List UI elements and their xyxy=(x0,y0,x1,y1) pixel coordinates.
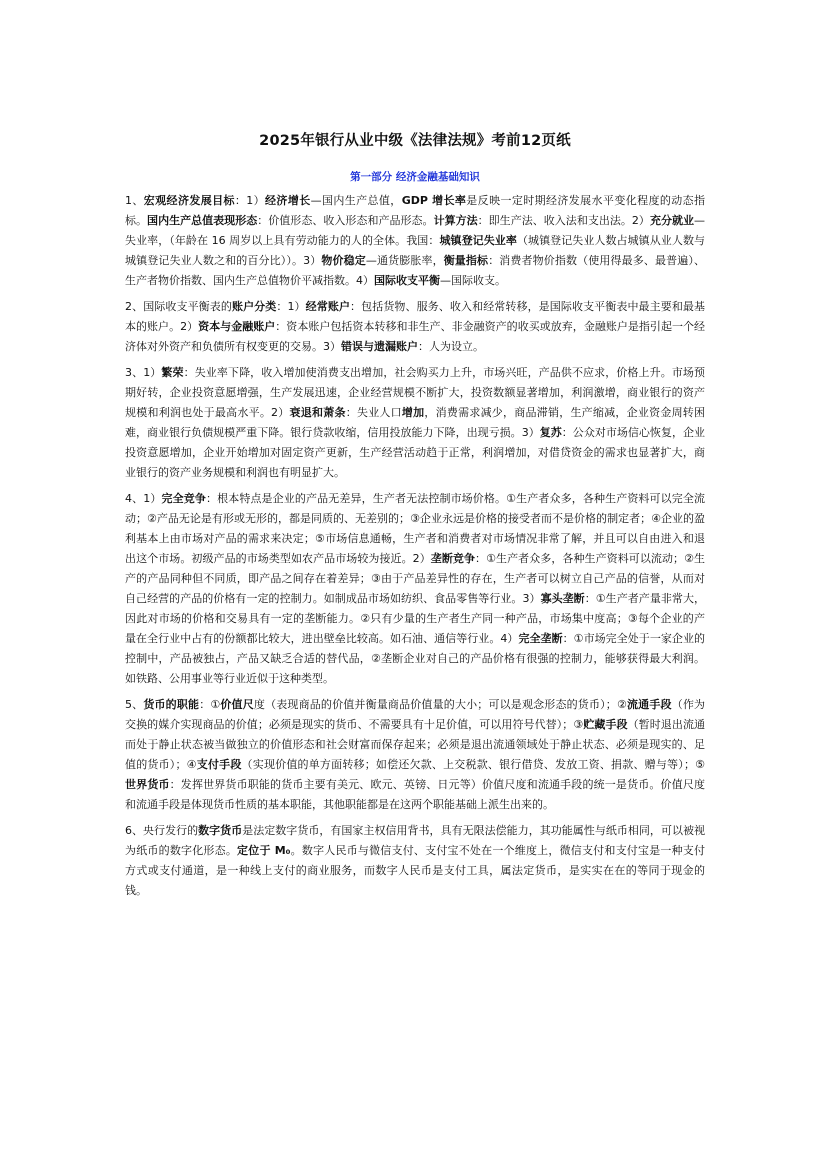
text-run: （暂时退出流通而处于静止状态被当做独立的价值形态和社会财富而保存起来；必须是退出流通领域处于静止状态、必须是现实的、足值的货币）；④ xyxy=(125,718,706,771)
text-run: ：即生产法、收入法和支出法。2） xyxy=(477,214,650,227)
text-run: ：①生产者产量非常大，因此对市场的价格和交易具有一定的垄断能力。②只有少量的生产者生产同一种产品，市场集中度高；③每个企业的产量在全行业中占有的份额都比较大，进出壁垒比较高。如石油、通信等行业。4） xyxy=(125,592,706,645)
paragraph-3 xyxy=(125,363,705,483)
bold-term: 支付手段 xyxy=(196,758,242,771)
text-run: ，消费需求减少，商品滞销，生产缩减，企业资金周转困难，商业银行负债规模严重下降。银行贷款收缩，信用投放能力下降，出现亏损。3） xyxy=(125,406,706,439)
bold-term: 国际收支平衡 xyxy=(374,274,440,287)
bold-term: 账户分类 xyxy=(231,300,277,313)
bold-term: 经济增长 xyxy=(265,194,311,207)
bold-term: 增加 xyxy=(401,406,425,419)
text-run: 5、 xyxy=(125,698,144,711)
bold-term: 完全竞争 xyxy=(161,492,206,505)
text-run: 。数字人民币与微信支付、支付宝不处在一个维度上，微信支付和支付宝是一种支付方式或支付通道，是一种线上支付的商业服务，而数字人民币是支付工具，属法定货币，是实实在在的等同于现金的钱。 xyxy=(125,844,706,897)
section-title: 第一部分 经济金融基础知识 xyxy=(350,171,480,183)
bold-term: 寡头垄断 xyxy=(540,592,585,605)
paragraph-1 xyxy=(125,191,705,291)
page-title: 2025年银行从业中级《法律法规》考前12页纸 xyxy=(259,133,571,149)
bold-term: 国内生产总值表现形态 xyxy=(147,214,258,227)
paragraph-4 xyxy=(125,489,705,689)
bold-term: 复苏 xyxy=(539,426,562,439)
text-run: ：失业率下降，收入增加使消费支出增加，社会购买力上升，市场兴旺，产品供不应求，价格上升。市场预期好转，企业投资意愿增强，生产发展迅速，企业经营规模不断扩大，投资数额显著增加，利润激增，商业银行的资产规模和利润也处于最高水平。2） xyxy=(125,366,706,419)
text-run: 6、央行发行的 xyxy=(125,824,199,837)
text-run: 度（表现商品的价值并衡量商品价值量的大小；可以是观念形态的货币）；② xyxy=(253,698,627,711)
document-body xyxy=(125,191,705,907)
text-run: ：① xyxy=(199,698,221,711)
bold-term: 贮藏手段 xyxy=(583,718,628,731)
text-run: ：1） xyxy=(276,300,306,313)
text-run: ：发挥世界货币职能的货币主要有美元、欧元、英镑、日元等）价值尺度和流通手段的统一是货币。价值尺度和流通手段是体现货币性质的基本职能，其他职能都是在这两个职能基础上派生出来的。 xyxy=(125,778,706,811)
text-run: 3、1） xyxy=(125,366,162,379)
text-run: 1、 xyxy=(125,194,144,207)
bold-term: 衡量指标 xyxy=(443,254,489,267)
bold-term: 物价稳定 xyxy=(321,254,366,267)
text-run: —国际收支。 xyxy=(440,274,506,287)
bold-term: 定位于 M₀ xyxy=(237,844,291,857)
text-run: （实现价值的单方面转移；如偿还欠款、上交税款、银行借贷、发放工资、捐款、赠与等）；⑤ xyxy=(241,758,705,771)
bold-term: 充分就业 xyxy=(649,214,695,227)
bold-term: 宏观经济发展目标 xyxy=(143,194,235,207)
text-run: —失业率，（年龄在 16 周岁以上具有劳动能力的人的全体。我国： xyxy=(125,214,706,247)
bold-term: 完全垄断 xyxy=(518,632,563,645)
bold-term: 垄断竞争 xyxy=(430,552,476,565)
bold-term: 资本与金融账户 xyxy=(198,320,276,333)
bold-term: 经常账户 xyxy=(305,300,351,313)
text-run: 是法定数字货币，有国家主权信用背书，具有无限法偿能力，其功能属性与纸币相同，可以被视为纸币的数字化形态。 xyxy=(125,824,706,857)
text-run: ：①生产者众多，各种生产资料可以流动；②生产的产品同种但不同质，即产品之间存在着差异；③由于产品差异性的存在，生产者可以树立自己产品的信誉，从而对自己经营的产品的价格有一定的控制力。如制成品市场如纺织、食品零售等行业。3） xyxy=(125,552,706,605)
text-run: 2、国际收支平衡表的 xyxy=(125,300,232,313)
bold-term: GDP 增长率 xyxy=(401,194,467,207)
bold-term: 错误与遗漏账户 xyxy=(341,340,418,353)
bold-term: 数字货币 xyxy=(198,824,243,837)
bold-term: 城镇登记失业率 xyxy=(439,234,517,247)
text-run: 是反映一定时期经济发展水平变化程度的动态指标。 xyxy=(125,194,706,227)
bold-term: 流通手段 xyxy=(627,698,672,711)
text-run: —通货膨胀率， xyxy=(365,254,444,267)
text-run: ：失业人口 xyxy=(345,406,402,419)
text-run: （城镇登记失业人数占城镇从业人数与城镇登记失业人数之和的百分比））。3） xyxy=(125,234,706,267)
bold-term: 货币的职能 xyxy=(143,698,200,711)
text-run: ：资本账户包括资本转移和非生产、非金融资产的收买或放弃，金融账户是指引起一个经济体对外资产和负债所有权变更的交易。3） xyxy=(125,320,706,353)
text-run: ：1） xyxy=(234,194,266,207)
bold-term: 衰退和萧条 xyxy=(289,406,346,419)
text-run: ：①市场完全处于一家企业的控制中，产品被独占，产品又缺乏合适的替代品，②垄断企业对自己的产品价格有很强的控制力，能够获得最大利润。如铁路、公用事业等行业近似于这种类型。 xyxy=(125,632,705,685)
text-run: ：包括货物、服务、收入和经常转移，是国际收支平衡表中最主要和最基本的账户。2） xyxy=(125,300,706,333)
paragraph-2 xyxy=(125,297,705,357)
text-run: 4、1） xyxy=(125,492,162,505)
paragraph-6 xyxy=(125,821,705,901)
text-run: ：消费者物价指数（使用得最多、最普遍）、生产者物价指数、国内生产总值物价平减指数。4） xyxy=(125,254,706,287)
paragraph-5 xyxy=(125,695,705,815)
text-run: ：人为设立。 xyxy=(418,340,484,353)
bold-term: 繁荣 xyxy=(161,366,184,379)
text-run: —国内生产总值， xyxy=(310,194,402,207)
bold-term: 价值尺 xyxy=(220,698,254,711)
text-run: ：公众对市场信心恢复，企业投资意愿增加，企业开始增加对固定资产更新，生产经营活动趋于正常，利润增加，对借贷资金的需求也显著扩大，商业银行的资产业务规模和利润也有明显扩大。 xyxy=(125,426,706,479)
text-run: ：根本特点是企业的产品无差异，生产者无法控制市场价格。①生产者众多，各种生产资料可以完全流动；②产品无论是有形或无形的，都是同质的、无差别的；③企业永远是价格的接受者而不是价格的制定者；④企业的盈利基本上由市场对产品的需求来决定；⑤市场信息通畅，生产者和消费者对市场情况非常了解，并且可以自由进入和退出这个市场。初级产品的市场类型如农产品市场较为接近。2） xyxy=(125,492,706,565)
text-run: ：价值形态、收入形态和产品形态。 xyxy=(257,214,434,227)
bold-term: 世界货币 xyxy=(125,778,170,791)
bold-term: 计算方法 xyxy=(433,214,478,227)
text-run: （作为交换的媒介实现商品的价值；必须是现实的货币、不需要具有十足价值，可以用符号代替）；③ xyxy=(125,698,706,731)
